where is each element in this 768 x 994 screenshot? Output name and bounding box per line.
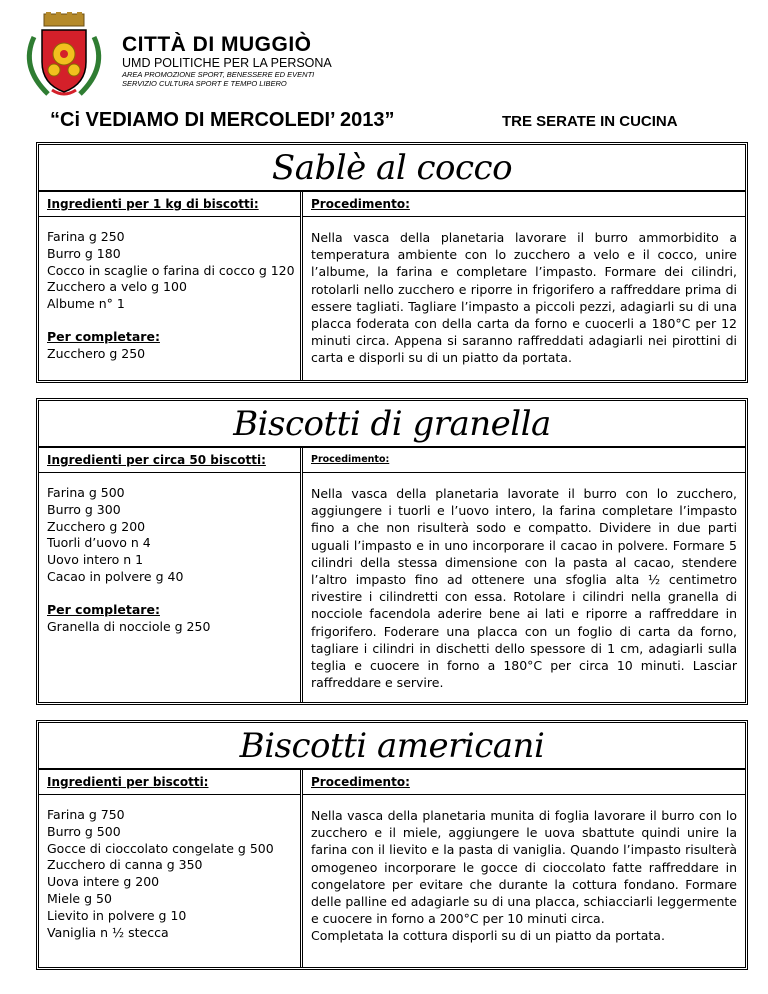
- ingredient-item: Farina g 750: [47, 807, 125, 822]
- event-title: “Ci VEDIAMO DI MERCOLEDI’ 2013”: [50, 109, 395, 131]
- event-subtitle: TRE SERATE IN CUCINA: [502, 113, 678, 130]
- ingredient-item: Zucchero a velo g 100: [47, 279, 187, 295]
- procedure-column: [303, 448, 745, 702]
- ingredient-item: Burro g 500: [47, 823, 121, 839]
- ingredient-item: Vaniglia n ½ stecca: [47, 924, 169, 940]
- ingredient-item: Farina g 500: [47, 485, 125, 500]
- ingredient-item: Farina g 250: [47, 229, 125, 244]
- service-name: SERVIZIO CULTURA SPORT E TEMPO LIBERO: [122, 79, 287, 88]
- ingredient-item: Tuorli d’uovo n 4: [47, 535, 151, 551]
- ingredient-item: Albume n° 1: [47, 296, 125, 312]
- complete-heading: Per completare:: [47, 601, 160, 617]
- department-name: UMD POLITICHE PER LA PERSONA: [122, 56, 332, 70]
- procedure-column: [303, 770, 745, 967]
- procedure-heading: Procedimento:: [303, 192, 745, 217]
- city-name: CITTÀ DI MUGGIÒ: [122, 33, 312, 56]
- ingredient-item: Zucchero di canna g 350: [47, 857, 203, 873]
- ingredient-item: Cacao in polvere g 40: [47, 568, 184, 584]
- organization-block: [122, 34, 332, 88]
- procedure-text: Nella vasca della planetaria munita di foglia lavorare il burro con lo zucchero e il miele, aggiungere le uova sbattute quindi unire la farina con il lievito e la pasta di vaniglia. Quando l’impasto risulterà omogeneo incorporare le gocce di cioccolato fatte raffreddare in congelatore per evitare che durante la cottura fondano. Formare delle palline ed adagiarle su di una placca, schiacciarli leggermente e cuocere in forno a 200°C per 10 minuti circa.: [311, 808, 737, 927]
- ingredients-heading: Ingredienti per circa 50 biscotti:: [39, 448, 300, 473]
- recipe-title: Sablè al cocco: [39, 145, 745, 192]
- recipe-title: Biscotti americani: [39, 723, 745, 770]
- complete-heading: Per completare:: [47, 328, 160, 344]
- ingredient-item: Lievito in polvere g 10: [47, 907, 187, 923]
- ingredient-item: Burro g 300: [47, 501, 121, 517]
- ingredients-column: [39, 448, 303, 702]
- ingredient-item: Uova intere g 200: [47, 874, 160, 890]
- ingredients-column: [39, 770, 303, 967]
- procedure-column: [303, 192, 745, 380]
- complete-item: Zucchero g 250: [47, 345, 146, 361]
- procedure-text-extra: Completata la cottura disporli su di un piatto da portata.: [311, 928, 665, 944]
- ingredient-item: Zucchero g 200: [47, 518, 146, 534]
- ingredients-heading: Ingredienti per biscotti:: [39, 770, 300, 795]
- ingredients-list: [47, 485, 292, 586]
- recipe-title: Biscotti di granella: [39, 401, 745, 448]
- ingredients-heading: Ingredienti per 1 kg di biscotti:: [39, 192, 300, 217]
- ingredient-item: Uovo intero n 1: [47, 552, 144, 568]
- procedure-text: Nella vasca della planetaria lavorate il burro con lo zucchero, aggiungere i tuorli e l’uovo intero, la farina completare l’impasto fino a che non risulterà sodo e compatto. Dividere in due parti uguali l’impasto e in uno incorporare il cacao in polvere. Formare 5 cilindri della stessa dimensione con la pasta al cacao, stendere l’altro impasto fino ad ottenere una sfoglia alta ½ centimetro rivestire i cilindretti con essa. Rotolare i cilindri nella granella di nocciole facendola aderire bene ai lati e riporre a raffreddare in frigorifero. Foderare una placca con un foglio di carta da forno, tagliare i cilindri in dischetti dello spessore di 1 cm, adagiarli sulla teglia e cuocere in forno a 180°C per circa 10 minuti. Lasciar raffreddare e servire.: [311, 486, 737, 691]
- recipe-card: [36, 398, 748, 705]
- ingredients-list: [47, 807, 292, 941]
- procedure-heading: Procedimento:: [303, 770, 745, 795]
- ingredients-column: [39, 192, 303, 380]
- ingredient-item: Gocce di cioccolato congelate g 500: [47, 840, 274, 856]
- area-name: AREA PROMOZIONE SPORT, BENESSERE ED EVENTI: [122, 70, 315, 79]
- complete-item: Granella di nocciole g 250: [47, 618, 211, 634]
- procedure-text: Nella vasca della planetaria lavorare il burro ammorbidito a temperatura ambiente con lo zucchero a velo e il cocco, unire l’albume, la farina e completare l’impasto. Formare dei cilindri, rotolarli nello zucchero e riporre in frigorifero a raffreddare prima di essere tagliati. Tagliare l’impasto a piccoli pezzi, adagiarli su di una placca foderata con della carta da forno e cuocerli a 180°C per 12 minuti circa. Appena si saranno raffreddati adagiarli nei pirottini di carta e disporli su di un piatto da portata.: [311, 230, 737, 366]
- recipe-card: [36, 720, 748, 970]
- recipe-card: [36, 142, 748, 383]
- ingredient-item: Burro g 180: [47, 245, 121, 261]
- ingredient-item: Miele g 50: [47, 890, 112, 906]
- ingredients-list: [47, 229, 295, 313]
- procedure-heading: Procedimento:: [303, 448, 745, 473]
- city-coat-of-arms-logo: [14, 12, 114, 102]
- ingredient-item: Cocco in scaglie o farina di cocco g 120: [47, 262, 295, 278]
